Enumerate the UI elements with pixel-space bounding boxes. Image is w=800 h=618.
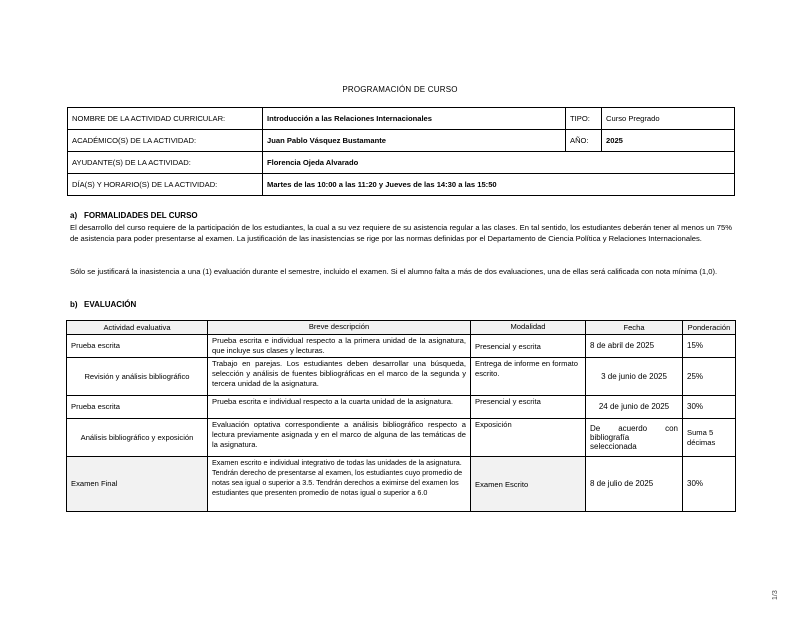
info-row-assistant [68,152,735,174]
description-cell: Evaluación optativa correspondiente a análisis bibliográfico respecto a lectura previamente asignada y en el marco de alguna de las temáticas de la asignatura. [208,419,471,457]
section-b-index: b) [70,300,78,309]
activity-cell: Análisis bibliográfico y exposición [67,419,208,457]
date-cell: 3 de junio de 2025 [586,358,683,396]
type-value: Curso Pregrado [602,108,735,130]
schedule-label: DÍA(S) Y HORARIO(S) DE LA ACTIVIDAD: [68,174,263,196]
info-row-schedule [68,174,735,196]
table-row [67,358,736,396]
type-label: TIPO: [566,108,602,130]
page-number: 1/3 [772,590,779,600]
weight-cell: Suma 5 décimas [683,419,736,457]
weight-cell: 25% [683,358,736,396]
evaluation-header-row [67,321,736,335]
evaluation-table [66,320,736,512]
info-row-academic [68,130,735,152]
course-info-table [67,107,735,196]
section-b-title: EVALUACIÓN [84,300,137,309]
activity-value: Introducción a las Relaciones Internacionales [263,108,566,130]
description-cell: Prueba escrita e individual respecto a la cuarta unidad de la asignatura. [208,396,471,419]
weight-cell: 30% [683,396,736,419]
header-mode: Modalidad [471,321,586,335]
description-cell: Examen escrito e individual integrativo de todas las unidades de la asignatura. Tendrán derecho de presentarse al examen, los estudiantes cuyo promedio de notas sea igual o superior a 3.5. Tendrán derechos a eximirse del examen los estudiantes que presenten promedio de notas igual o superior a 6.0 [208,457,471,512]
schedule-value: Martes de las 10:00 a las 11:20 y Jueves de las 14:30 a las 15:50 [263,174,735,196]
mode-cell: Presencial y escrita [471,335,586,358]
activity-cell: Revisión y análisis bibliográfico [67,358,208,396]
section-b-heading [70,300,136,309]
date-cell: 8 de abril de 2025 [586,335,683,358]
header-activity: Actividad evaluativa [67,321,208,335]
table-row [67,396,736,419]
section-a-title: FORMALIDADES DEL CURSO [84,211,198,220]
table-row [67,335,736,358]
info-row-activity [68,108,735,130]
description-cell: Prueba escrita e individual respecto a la primera unidad de la asignatura, que incluye sus clases y lecturas. [208,335,471,358]
table-row [67,419,736,457]
date-cell: 24 de junio de 2025 [586,396,683,419]
mode-cell: Presencial y escrita [471,396,586,419]
section-a-index: a) [70,211,78,220]
activity-cell: Prueba escrita [67,396,208,419]
description-cell: Trabajo en parejas. Los estudiantes deben desarrollar una búsqueda, selección y análisis de fuentes bibliográficas en el marco de la segunda y tercera unidad de la asignatura. [208,358,471,396]
header-weight: Ponderación [683,321,736,335]
header-date: Fecha [586,321,683,335]
academic-label: ACADÉMICO(S) DE LA ACTIVIDAD: [68,130,263,152]
year-value: 2025 [602,130,735,152]
activity-cell: Prueba escrita [67,335,208,358]
date-cell: De acuerdo con bibliografía seleccionada [586,419,683,457]
section-a-heading [70,211,198,220]
assistant-label: AYUDANTE(S) DE LA ACTIVIDAD: [68,152,263,174]
table-row [67,457,736,512]
section-a-paragraph-1: El desarrollo del curso requiere de la participación de los estudiantes, la cual a su vez requiere de su asistencia regular a las clases. En tal sentido, los estudiantes deberán tener al menos un 75% de asistencia para poder presentarse al examen. La justificación de las inasistencias se rige por las normas definidas por el Departamento de Ciencia Política y Relaciones Internacionales. [70,223,732,243]
section-a-paragraph-2: Sólo se justificará la inasistencia a una (1) evaluación durante el semestre, incluido el examen. Si el alumno falta a más de dos evaluaciones, una de ellas será calificada con nota mínima (1,0). [70,267,718,276]
year-label: AÑO: [566,130,602,152]
date-cell: 8 de julio de 2025 [586,457,683,512]
header-description: Breve descripción [208,321,471,335]
weight-cell: 15% [683,335,736,358]
activity-label: NOMBRE DE LA ACTIVIDAD CURRICULAR: [68,108,263,130]
assistant-value: Florencia Ojeda Alvarado [263,152,735,174]
activity-cell: Examen Final [67,457,208,512]
mode-cell: Exposición [471,419,586,457]
document-title: PROGRAMACIÓN DE CURSO [342,85,458,94]
academic-value: Juan Pablo Vásquez Bustamante [263,130,566,152]
weight-cell: 30% [683,457,736,512]
mode-cell: Examen Escrito [471,457,586,512]
mode-cell: Entrega de informe en formato escrito. [471,358,586,396]
